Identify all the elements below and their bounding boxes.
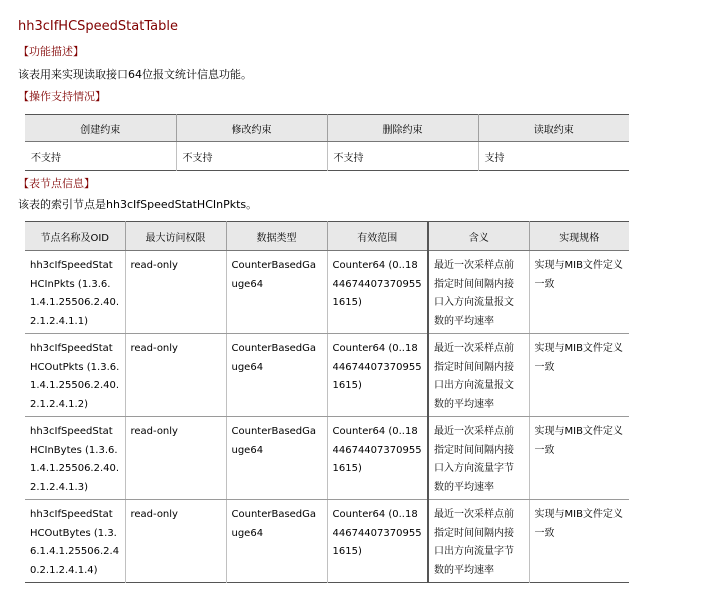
- ops-header-create: 创建约束: [25, 115, 176, 142]
- cell-type: CounterBasedGauge64: [226, 334, 327, 417]
- table-row: [25, 417, 629, 500]
- cell-oid: hh3cIfSpeedStatHCInPkts (1.3.6.1.4.1.25506.2.40.2.1.2.4.1.1): [25, 251, 125, 334]
- cell-range: Counter64 (0..18446744073709551615): [327, 334, 428, 417]
- cell-type: CounterBasedGauge64: [226, 417, 327, 500]
- header-oid: 节点名称及OID: [25, 222, 125, 251]
- index-text: 该表的索引节点是hh3cIfSpeedStatHCInPkts。: [18, 198, 258, 211]
- cell-oid: hh3cIfSpeedStatHCOutBytes (1.3.6.1.4.1.25506.2.40.2.1.2.4.1.4): [25, 500, 125, 583]
- cell-access: read-only: [125, 251, 226, 334]
- node-table-header-row: [25, 222, 629, 251]
- header-spec: 实现规格: [529, 222, 629, 251]
- page-title: hh3cIfHCSpeedStatTable: [18, 19, 178, 34]
- ops-header-delete: 删除约束: [327, 115, 478, 142]
- cell-oid: hh3cIfSpeedStatHCOutPkts (1.3.6.1.4.1.25506.2.40.2.1.2.4.1.2): [25, 334, 125, 417]
- function-text: 该表用来实现读取接口64位报文统计信息功能。: [18, 68, 252, 81]
- cell-access: read-only: [125, 334, 226, 417]
- ops-table-row: [25, 142, 629, 171]
- cell-meaning: 最近一次采样点前指定时间间隔内接口出方向流量报文数的平均速率: [428, 334, 529, 417]
- ops-header-read: 读取约束: [478, 115, 629, 142]
- cell-type: CounterBasedGauge64: [226, 251, 327, 334]
- function-heading: 【功能描述】: [18, 45, 84, 58]
- cell-type: CounterBasedGauge64: [226, 500, 327, 583]
- table-row: [25, 334, 629, 417]
- ops-table-header-row: [25, 115, 629, 142]
- ops-create-value: 不支持: [25, 142, 176, 171]
- ops-header-modify: 修改约束: [176, 115, 327, 142]
- header-access: 最大访问权限: [125, 222, 226, 251]
- cell-range: Counter64 (0..18446744073709551615): [327, 500, 428, 583]
- ops-table: [25, 114, 629, 171]
- cell-oid: hh3cIfSpeedStatHCInBytes (1.3.6.1.4.1.25506.2.40.2.1.2.4.1.3): [25, 417, 125, 500]
- cell-spec: 实现与MIB文件定义一致: [534, 509, 623, 539]
- cell-access: read-only: [125, 500, 226, 583]
- node-heading: 【表节点信息】: [18, 177, 95, 190]
- ops-heading: 【操作支持情况】: [18, 90, 106, 103]
- ops-read-value: 支持: [484, 152, 505, 164]
- cell-meaning: 最近一次采样点前指定时间间隔内接口入方向流量字节数的平均速率: [428, 417, 529, 500]
- ops-delete-value: 不支持: [327, 142, 478, 171]
- table-row: [25, 251, 629, 334]
- header-meaning: 含义: [428, 222, 529, 251]
- cell-range: Counter64 (0..18446744073709551615): [327, 251, 428, 334]
- ops-modify-value: 不支持: [176, 142, 327, 171]
- cell-access: read-only: [125, 417, 226, 500]
- header-type: 数据类型: [226, 222, 327, 251]
- cell-meaning: 最近一次采样点前指定时间间隔内接口出方向流量字节数的平均速率: [428, 500, 529, 583]
- table-row: [25, 500, 629, 583]
- cell-spec: 实现与MIB文件定义一致: [529, 334, 629, 417]
- header-range: 有效范围: [327, 222, 428, 251]
- cell-spec: 实现与MIB文件定义一致: [529, 417, 629, 500]
- cell-range: Counter64 (0..18446744073709551615): [327, 417, 428, 500]
- cell-meaning: 最近一次采样点前指定时间间隔内接口入方向流量报文数的平均速率: [428, 251, 529, 334]
- cell-spec: 实现与MIB文件定义一致: [529, 251, 629, 334]
- node-table: [25, 221, 629, 583]
